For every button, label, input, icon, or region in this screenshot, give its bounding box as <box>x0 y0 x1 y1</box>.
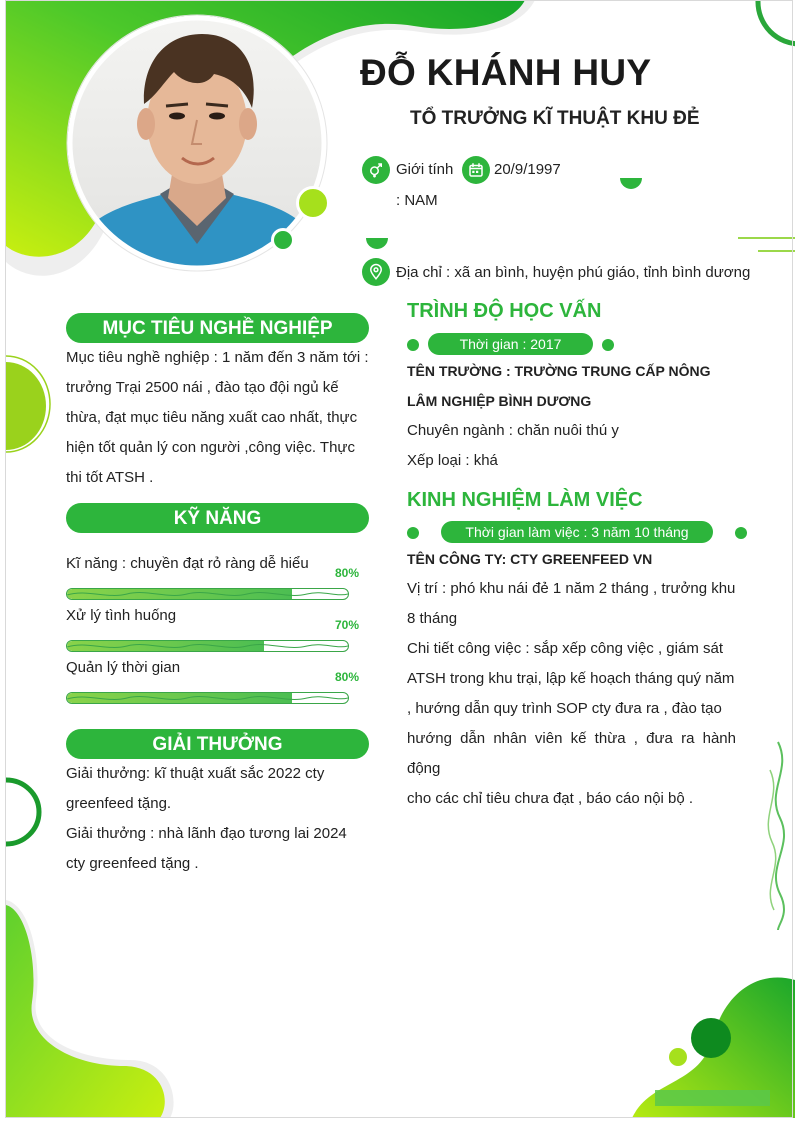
award-line: cty greenfeed tặng . <box>66 855 199 872</box>
awards-heading: GIẢI THƯỞNG <box>66 729 369 759</box>
skill-percent: 80% <box>335 566 360 580</box>
objective-line: hiện tốt quản lý con người ,công việc. Thực <box>66 439 355 456</box>
objective-line: thừa, đạt mục tiêu năng xuất cao nhất, thực <box>66 409 358 426</box>
skill-label: Xử lý tình huống <box>66 607 177 624</box>
skill-label: Kĩ năng : chuyền đạt rỏ ràng dễ hiểu <box>66 555 309 572</box>
education-time: Thời gian : 2017 <box>428 333 593 355</box>
experience-line: Chi tiết công việc : sắp xếp công việc , giám sát <box>407 640 723 657</box>
skill-bar <box>66 640 349 652</box>
education-details <box>407 356 736 476</box>
experience-time: Thời gian làm việc : 3 năm 10 tháng <box>441 521 713 543</box>
experience-line: 8 tháng <box>407 610 458 627</box>
birthdate: 20/9/1997 <box>494 161 561 178</box>
objective-line: trưởng Trại 2500 nái , đào tạo đội ngủ kế <box>66 379 339 396</box>
objective-heading: MỤC TIÊU NGHỀ NGHIỆP <box>66 313 369 343</box>
experience-heading: KINH NGHIỆM LÀM VIỆC <box>407 489 643 511</box>
experience-details <box>407 544 736 814</box>
school-line: TÊN TRƯỜNG : TRƯỜNG TRUNG CẤP NÔNG <box>407 363 711 379</box>
photo-dot-green <box>271 228 295 252</box>
experience-line: Vị trí : phó khu nái đẻ 1 năm 2 tháng , trưởng khu <box>407 580 736 597</box>
award-line: Giải thưởng : nhà lãnh đạo tương lai 2024 <box>66 825 347 842</box>
photo-dot-lime <box>296 186 330 220</box>
skill-percent: 80% <box>335 670 360 684</box>
timeline-dot <box>407 339 419 351</box>
objective-text <box>66 343 369 493</box>
skill-percent: 70% <box>335 618 360 632</box>
timeline-dot <box>735 527 747 539</box>
objective-line: Mục tiêu nghề nghiệp : 1 năm đến 3 năm tới : <box>66 349 369 366</box>
rank: Xếp loại : khá <box>407 452 498 469</box>
gender-label: Giới tính <box>396 161 454 178</box>
skill-bar <box>66 692 349 704</box>
company-name: TÊN CÔNG TY: CTY GREENFEED VN <box>407 551 653 567</box>
experience-line: ATSH trong khu trại, lập kế hoạch tháng quý năm <box>407 670 735 687</box>
address: Địa chỉ : xã an bình, huyện phú giáo, tỉnh bình dương <box>396 264 751 281</box>
experience-line: hướng dẫn nhân viên kế thừa , đưa ra hành động <box>407 730 736 777</box>
skill-bar <box>66 588 349 600</box>
calendar-icon <box>462 156 490 184</box>
full-name: ĐỖ KHÁNH HUY <box>360 52 652 93</box>
objective-line: thi tốt ATSH . <box>66 469 154 486</box>
skill-label: Quản lý thời gian <box>66 659 181 676</box>
timeline-dot <box>602 339 614 351</box>
gender-icon <box>362 156 390 184</box>
experience-line: cho các chỉ tiêu chưa đạt , báo cáo nội bộ . <box>407 790 694 807</box>
skills-heading: KỸ NĂNG <box>66 503 369 533</box>
award-line: greenfeed tặng. <box>66 795 172 812</box>
major: Chuyên ngành : chăn nuôi thú y <box>407 422 619 439</box>
timeline-dot <box>407 527 419 539</box>
job-title: TỔ TRƯỞNG KĨ THUẬT KHU ĐẺ <box>410 108 700 129</box>
experience-line: , hướng dẫn quy trình SOP cty đưa ra , đào tạo <box>407 700 722 717</box>
award-line: Giải thưởng: kĩ thuật xuất sắc 2022 cty <box>66 765 325 782</box>
education-heading: TRÌNH ĐỘ HỌC VẤN <box>407 300 602 322</box>
location-pin-icon <box>362 258 390 286</box>
school-line: LÂM NGHIỆP BÌNH DƯƠNG <box>407 393 592 409</box>
awards-text <box>66 759 369 879</box>
gender-value: : NAM <box>396 192 438 209</box>
